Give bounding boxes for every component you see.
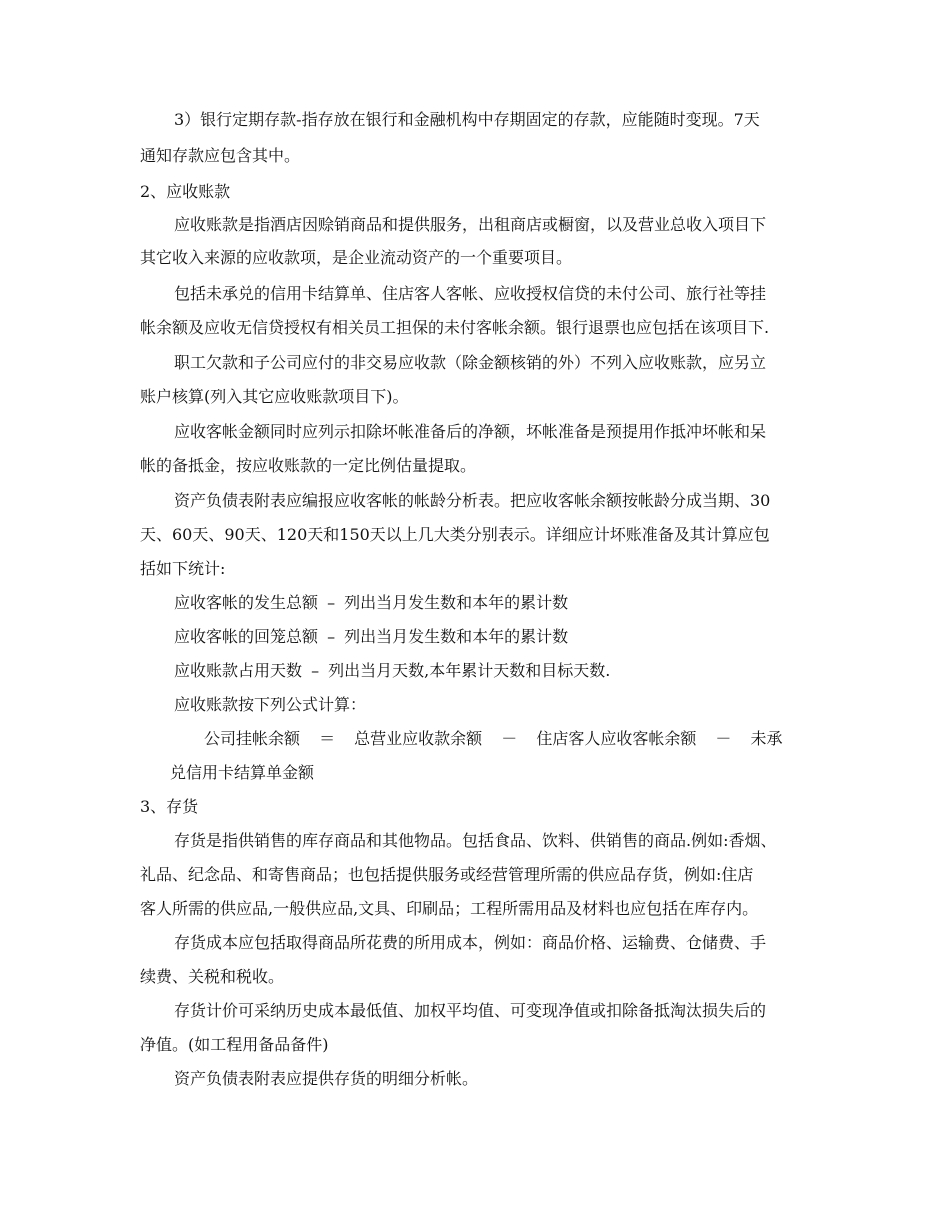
text-line: 通知存款应包含其中。 [140, 146, 301, 165]
text-line: 资产负债表附表应编报应收客帐的帐龄分析表。把应收客帐余额按帐龄分成当期、30 [174, 491, 771, 510]
text-line: 续费、关税和税收。 [140, 967, 285, 986]
section-heading: 2、应收账款 [140, 182, 231, 201]
text-line: 帐的备抵金，按应收账款的一定比例估量提取。 [140, 456, 477, 475]
list-item: 应收账款占用天数 – 列出当月天数,本年累计天数和目标天数. [174, 661, 611, 680]
list-item: 应收客帐的回笼总额 – 列出当月发生数和本年的累计数 [174, 627, 569, 646]
text-line: 账户核算(列入其它应收账款项目下)。 [140, 387, 409, 406]
text-line: 客人所需的供应品,一般供应品,文具、印刷品；工程所需用品及材料也应包括在库存内。 [140, 899, 759, 918]
formula: 兑信用卡结算单金额 [170, 763, 315, 782]
formula: 公司挂帐余额 ＝ 总营业应收款余额 － 住店客人应收客帐余额 － 未承 [204, 729, 783, 748]
section-heading: 3、存货 [140, 797, 199, 816]
text-line: 存货成本应包括取得商品所花费的所用成本，例如：商品价格、运输费、仓储费、手 [174, 933, 767, 952]
text-line: 3）银行定期存款-指存放在银行和金融机构中存期固定的存款，应能随时变现。7天 [174, 110, 760, 129]
text-line: 应收账款是指酒店因赊销商品和提供服务，出租商店或橱窗，以及营业总收入项目下 [174, 215, 767, 234]
text-line: 礼品、纪念品、和寄售商品；也包括提供服务或经营管理所需的供应品存货，例如:住店 [140, 865, 754, 884]
text-line: 职工欠款和子公司应付的非交易应收款（除金额核销的外）不列入应收账款，应另立 [174, 353, 767, 372]
text-line: 应收客帐金额同时应列示扣除坏帐准备后的净额，坏帐准备是预提用作抵冲坏帐和呆 [174, 422, 767, 441]
text-line: 净值。(如工程用备品备件) [140, 1035, 329, 1054]
list-item: 应收客帐的发生总额 – 列出当月发生数和本年的累计数 [174, 593, 569, 612]
text-line: 帐余额及应收无信贷授权有相关员工担保的未付客帐余额。银行退票也应包括在该项目下. [140, 318, 770, 337]
text-line: 资产负债表附表应提供存货的明细分析帐。 [174, 1069, 479, 1088]
text-line: 应收账款按下列公式计算： [174, 695, 367, 714]
text-line: 天、60天、90天、120天和150天以上几大类分别表示。详细应计坏账准备及其计算应包 [140, 525, 770, 544]
text-line: 其它收入来源的应收款项，是企业流动资产的一个重要项目。 [140, 248, 573, 267]
text-line: 存货计价可采纳历史成本最低值、加权平均值、可变现净值或扣除备抵淘汰损失后的 [174, 1001, 767, 1020]
text-line: 存货是指供销售的库存商品和其他物品。包括食品、饮料、供销售的商品.例如:香烟、 [174, 831, 777, 850]
text-line: 包括未承兑的信用卡结算单、住店客人客帐、应收授权信贷的未付公司、旅行社等挂 [174, 284, 767, 303]
text-line: 括如下统计: [140, 559, 226, 578]
